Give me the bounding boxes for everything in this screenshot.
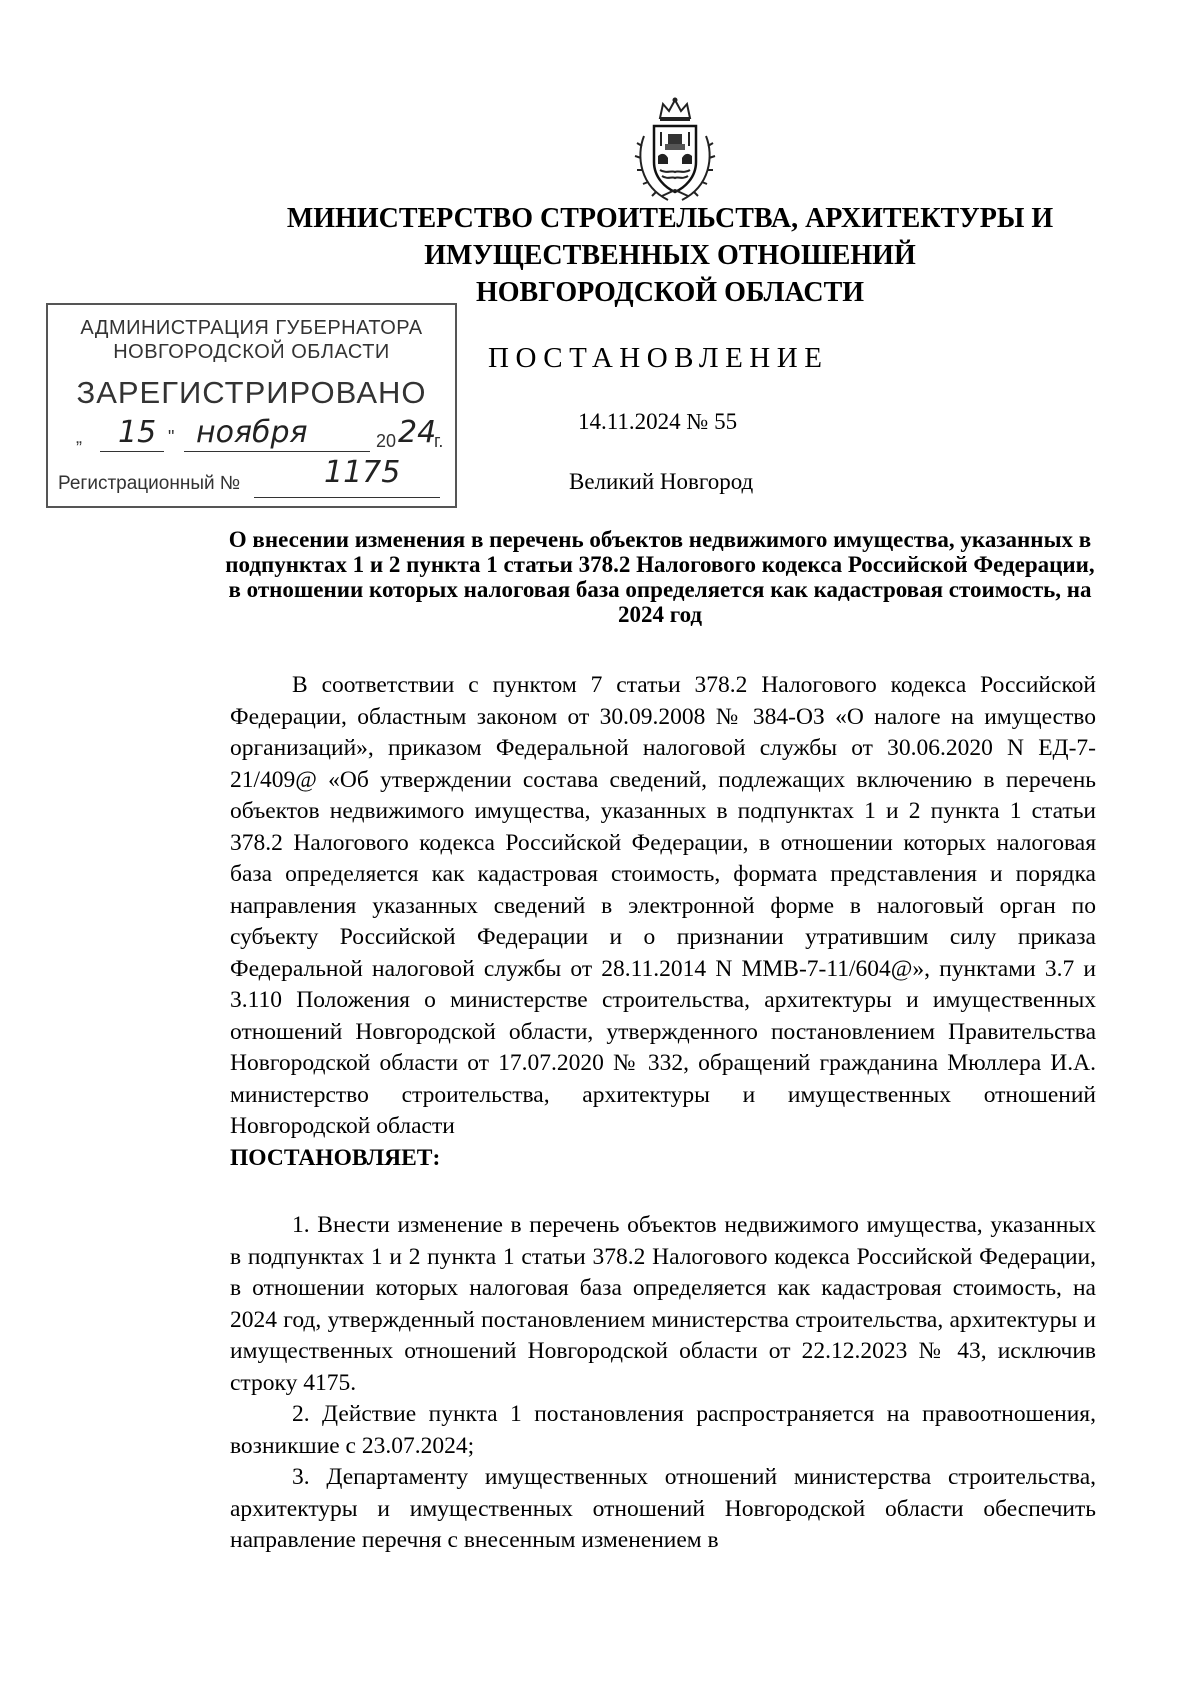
ministry-name-line2: ИМУЩЕСТВЕННЫХ ОТНОШЕНИЙ	[424, 240, 916, 271]
items-block	[230, 1210, 1096, 1557]
item-1: 1. Внести изменение в перечень объектов недвижимого имущества, указанных в подпунктах 1 и 2 пункта 1 статьи 378.2 Налогового кодекса Российской Федерации, в отношении которых налоговая база определяется как кадастровая стоимость, на 2024 год, утвержденный постановлением министерства строительства, архитектуры и имущественных отношений Новгородской области от 22.12.2023 № 43, исключив строку 4175.	[230, 1212, 1096, 1396]
stamp-reg-label: Регистрационный №	[58, 473, 241, 494]
stamp-year-prefix: 20	[376, 431, 397, 451]
ministry-name	[230, 200, 1110, 311]
stamp-year-suffix: 24	[398, 415, 437, 450]
stamp-day-underline	[100, 451, 164, 452]
document-date-number: 14.11.2024 № 55	[578, 409, 738, 434]
registration-stamp	[46, 303, 457, 508]
stamp-quote-close: "	[168, 427, 175, 447]
stamp-date-row	[76, 415, 444, 457]
preamble-block	[230, 670, 1096, 1174]
document-type: ПОСТАНОВЛЕНИЕ	[488, 342, 829, 374]
document-city: Великий Новгород	[569, 469, 754, 494]
stamp-year-g: г.	[434, 431, 444, 451]
ministry-name-line1: МИНИСТЕРСТВО СТРОИТЕЛЬСТВА, АРХИТЕКТУРЫ И	[286, 203, 1054, 234]
stamp-registered: ЗАРЕГИСТРИРОВАНО	[76, 375, 427, 410]
stamp-month-underline	[184, 451, 370, 452]
ministry-name-line3: НОВГОРОДСКОЙ ОБЛАСТИ	[475, 277, 865, 308]
stamp-day: 15	[118, 415, 157, 450]
stamp-administration: АДМИНИСТРАЦИЯ ГУБЕРНАТОРА	[80, 317, 423, 339]
stamp-reg-underline	[254, 497, 440, 498]
stamp-region: НОВГОРОДСКОЙ ОБЛАСТИ	[113, 341, 390, 363]
stamp-reg-number: 1175	[324, 455, 401, 490]
item-2: 2. Действие пункта 1 постановления распространяется на правоотношения, возникшие с 23.07.2024;	[230, 1401, 1096, 1459]
stamp-quote-open: „	[76, 427, 82, 447]
stamp-month: ноября	[196, 415, 308, 450]
preamble-paragraph: В соответствии с пунктом 7 статьи 378.2 Налогового кодекса Российской Федерации, областным законом от 30.09.2008 № 384-ОЗ «О налоге на имущество организаций», приказом Федеральной налоговой службы от 30.06.2020 N ЕД-7-21/409@ «Об утверждении состава сведений, подлежащих включению в перечень объектов недвижимого имущества, указанных в подпунктах 1 и 2 пункта 1 статьи 378.2 Налогового кодекса Российской Федерации, в отношении которых налоговая база определяется как кадастровая стоимость, формата представления и порядка направления указанных сведений в электронной форме в налоговый орган по субъекту Российской Федерации и о признании утратившим силу приказа Федеральной налоговой службы от 28.11.2014 N ММВ-7-11/604@», пунктами 3.7 и 3.110 Положения о министерстве строительства, архитектуры и имущественных отношений Новгородской области, утвержденного постановлением Правительства Новгородской области от 17.07.2020 № 332, обращений гражданина Мюллера И.А. министерство строительства, архитектуры и имущественных отношений Новгородской области	[230, 672, 1096, 1139]
document-subject: О внесении изменения в перечень объектов недвижимого имущества, указанных в подпунктах 1 и 2 пункта 1 статьи 378.2 Налогового кодекса Российской Федерации, в отношении которых налоговая база определяется как кадастровая стоимость, на 2024 год	[225, 527, 1095, 627]
item-3: 3. Департаменту имущественных отношений министерства строительства, архитектуры и имущественных отношений Новгородской области обеспечить направление перечня с внесенным изменением в	[230, 1464, 1096, 1553]
resolves-heading: ПОСТАНОВЛЯЕТ:	[230, 1144, 441, 1171]
coat-of-arms-icon	[632, 96, 718, 206]
